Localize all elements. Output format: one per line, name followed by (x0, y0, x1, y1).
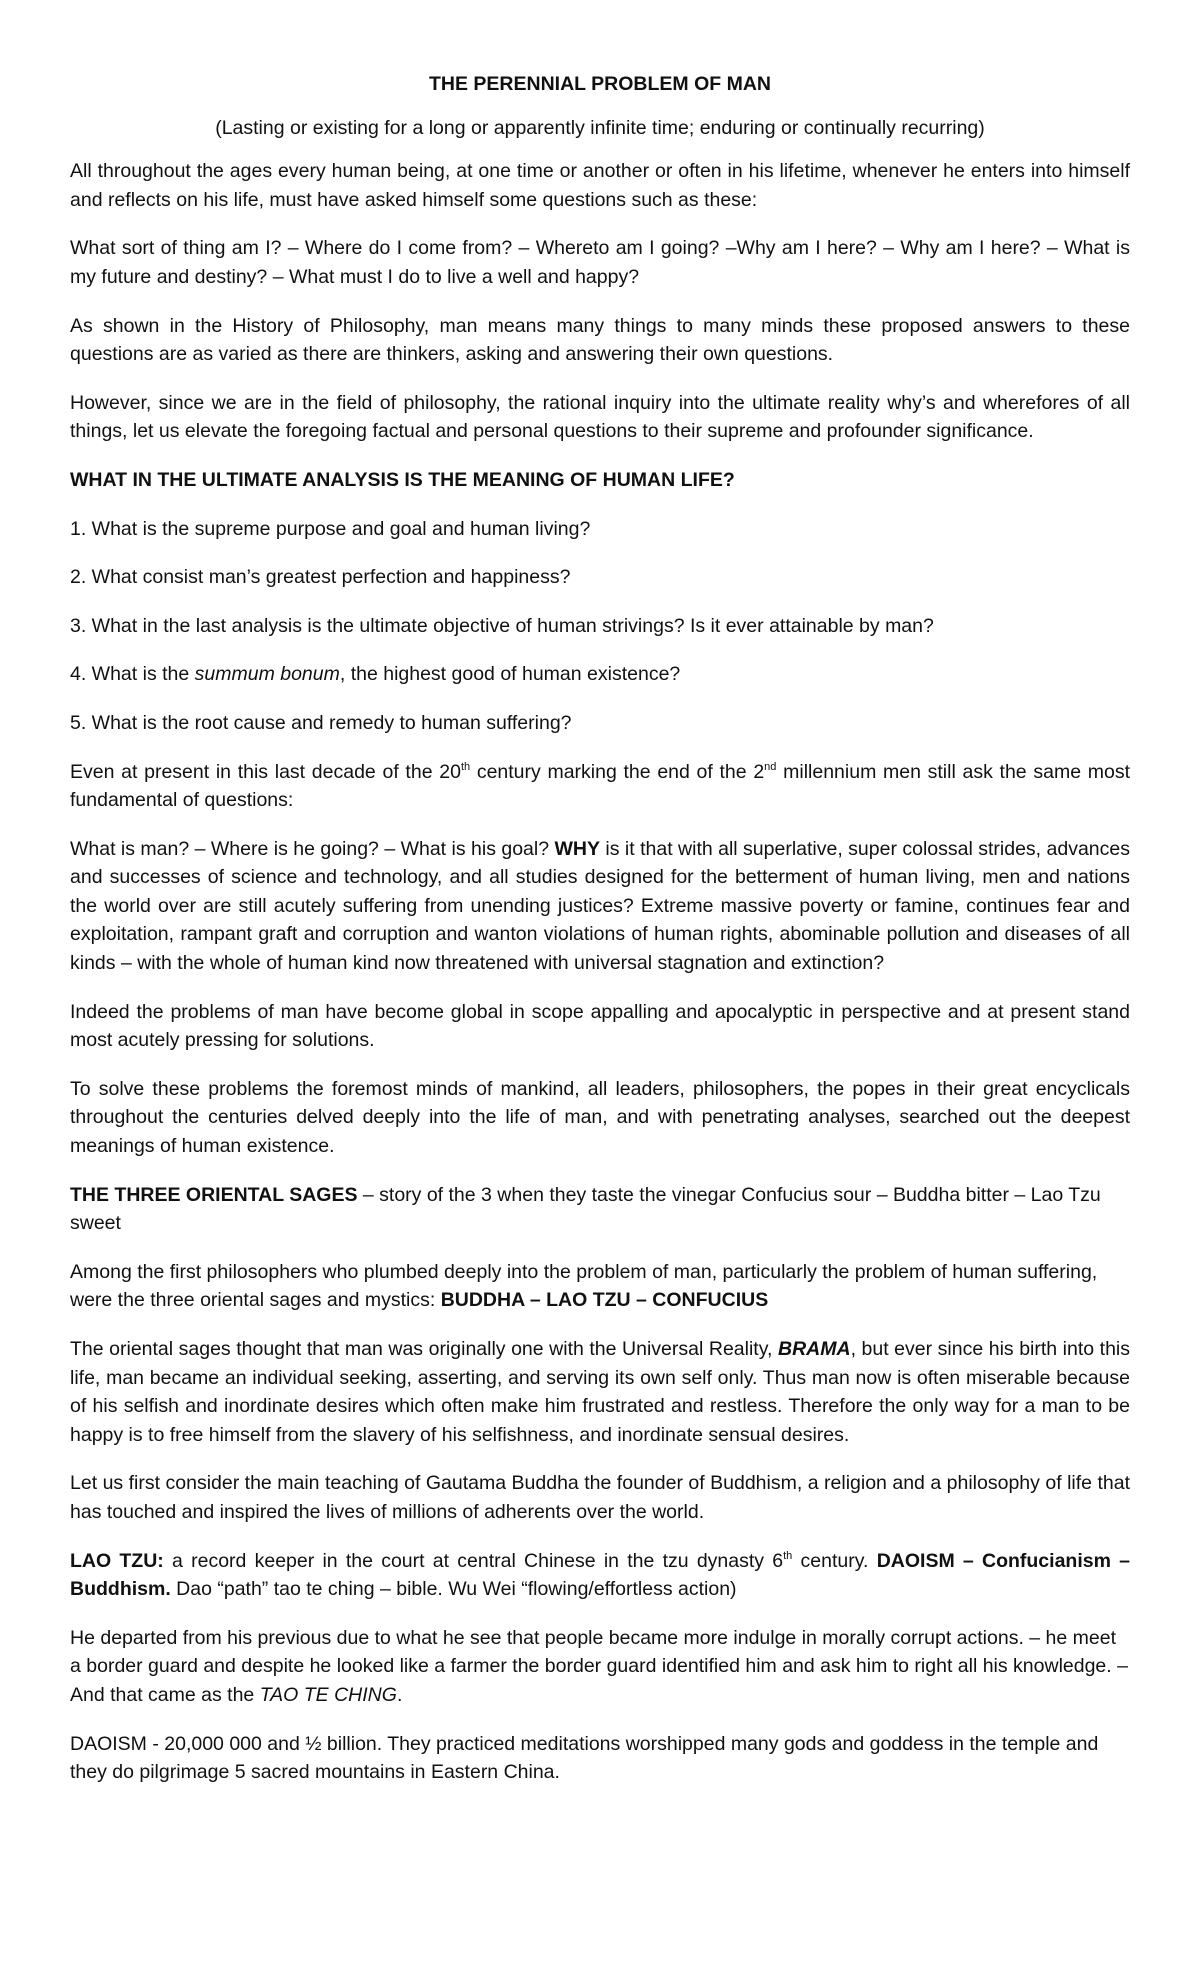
text-run: century. (792, 1549, 877, 1572)
list-item-text: , the highest good of human existence? (339, 663, 681, 686)
text-run: is it that with all superlative, super colossal strides, advances and successes of science and technology, and all studies designed for the betterment of human living, men and nations the world over are still acutely suffering from unending justices? Extreme massive poverty or famine, continues fear and exploitation, rampant graft and corruption and wanton violations of human rights, abominable pollution and diseases of all kinds – with the whole of human kind now threatened with universal stagnation and extinction? (70, 837, 1130, 975)
however-paragraph: However, since we are in the field of philosophy, the rational inquiry into the ultimate reality why’s and wherefores of all things, let us elevate the foregoing factual and personal questions to their supreme and profounder significance. (70, 391, 1130, 443)
why-emphasis: WHY (554, 837, 600, 860)
text-run: – story of the 3 when they taste the vinegar Confucius sour – Buddha bitter – Lao Tzu sweet (70, 1183, 1101, 1235)
intro-paragraph: All throughout the ages every human being, at one time or another or often in his lifetime, whenever he enters into himself and reflects on his life, must have asked himself some questions such as these: (70, 160, 1130, 211)
text-run: Dao “path” tao te ching – bible. Wu Wei “flowing/effortless action) (170, 1578, 737, 1601)
list-item (70, 660, 1130, 689)
superscript: th (460, 760, 471, 773)
history-paragraph: As shown in the History of Philosophy, man means many things to many minds these proposed answers to these questions are as varied as there are thinkers, asking and answering their own questions. (70, 314, 1130, 366)
religions-emphasis: DAOISM – Confucianism – Buddhism. (70, 1549, 1131, 1601)
tao-te-ching-title: TAO TE CHING (259, 1683, 397, 1706)
list-item: 2. What consist man’s greatest perfection and happiness? (70, 566, 571, 589)
text-run: century marking the end of the 2 (470, 760, 765, 783)
questions-paragraph: What sort of thing am I? – Where do I come from? – Whereto am I going? –Why am I here? – Why am I here? – What is my future and destiny? – What must I do to live a well and happy? (70, 237, 1130, 288)
text-run: What is man? – Where is he going? – What is his goal? (70, 837, 555, 860)
oriental-teaching-paragraph (70, 1335, 1130, 1449)
list-item-text: 4. What is the (70, 663, 195, 686)
present-paragraph (70, 758, 1130, 815)
lao-tzu-paragraph (70, 1547, 1130, 1604)
departed-paragraph (70, 1624, 1130, 1710)
sages-names: BUDDHA – LAO TZU – CONFUCIUS (440, 1289, 769, 1312)
list-item: 1. What is the supreme purpose and goal and human living? (70, 517, 591, 540)
what-is-man-paragraph (70, 835, 1130, 978)
list-item: 5. What is the root cause and remedy to human suffering? (70, 711, 572, 734)
text-run: a record keeper in the court at central Chinese in the tzu dynasty 6 (163, 1549, 784, 1572)
list-item: 3. What in the last analysis is the ultimate objective of human strivings? Is it ever attainable by man? (70, 614, 934, 637)
buddha-paragraph: Let us first consider the main teaching of Gautama Buddha the founder of Buddhism, a religion and a philosophy of life that has touched and inspired the lives of millions of adherents over the world. (70, 1472, 1130, 1523)
text-run: Even at present in this last decade of the 20 (70, 760, 461, 783)
indeed-paragraph: Indeed the problems of man have become global in scope appalling and apocalyptic in perspective and at present stand most acutely pressing for solutions. (70, 1000, 1130, 1052)
oriental-sages-paragraph (70, 1181, 1130, 1238)
brama-term: BRAMA (777, 1338, 851, 1360)
solve-paragraph: To solve these problems the foremost minds of mankind, all leaders, philosophers, the popes in their great encyclicals throughout the centuries delved deeply into the life of man, and with penetrating analyses, searched out the deepest meanings of human existence. (70, 1077, 1130, 1158)
subtitle: (Lasting or existing for a long or apparently infinite time; enduring or continually recurring) (215, 116, 985, 139)
section-heading-meaning: WHAT IN THE ULTIMATE ANALYSIS IS THE MEANING OF HUMAN LIFE? (70, 468, 735, 491)
daoism-paragraph: DAOISM - 20,000 000 and ½ billion. They practiced meditations worshipped many gods and goddess in the temple and they do pilgrimage 5 sacred mountains in Eastern China. (70, 1732, 1099, 1784)
sages-heading: THE THREE ORIENTAL SAGES (70, 1183, 358, 1206)
summum-bonum-term: summum bonum (194, 663, 340, 686)
text-run: The oriental sages thought that man was originally one with the Universal Reality, (70, 1338, 778, 1360)
among-paragraph (70, 1258, 1130, 1315)
text-run: He departed from his previous due to what he see that people became more indulge in morally corrupt actions. – he meet a border guard and despite he looked like a farmer the border guard identified him and ask him to right all his knowledge. – And that came as the (70, 1626, 1128, 1706)
lao-tzu-label: LAO TZU: (70, 1549, 164, 1572)
page-title: THE PERENNIAL PROBLEM OF MAN (429, 73, 771, 95)
superscript: nd (764, 760, 777, 773)
text-run: , but ever since his birth into this life, man became an individual seeking, asserting, and serving its own self only. Thus man now is often miserable because of his selfish and inordinate desires which often make him frustrated and restless. Therefore the only way for a man to be happy is to free himself from the slavery of his selfishness, and inordinate sensual desires. (70, 1338, 1130, 1446)
text-run: millennium men still ask the same most fundamental of questions: (70, 760, 1130, 812)
text-run: . (396, 1683, 403, 1706)
superscript: th (783, 1549, 793, 1562)
text-run: Among the first philosophers who plumbed deeply into the problem of man, particularly the problem of human suffering, were the three oriental sages and mystics: (70, 1260, 1098, 1312)
